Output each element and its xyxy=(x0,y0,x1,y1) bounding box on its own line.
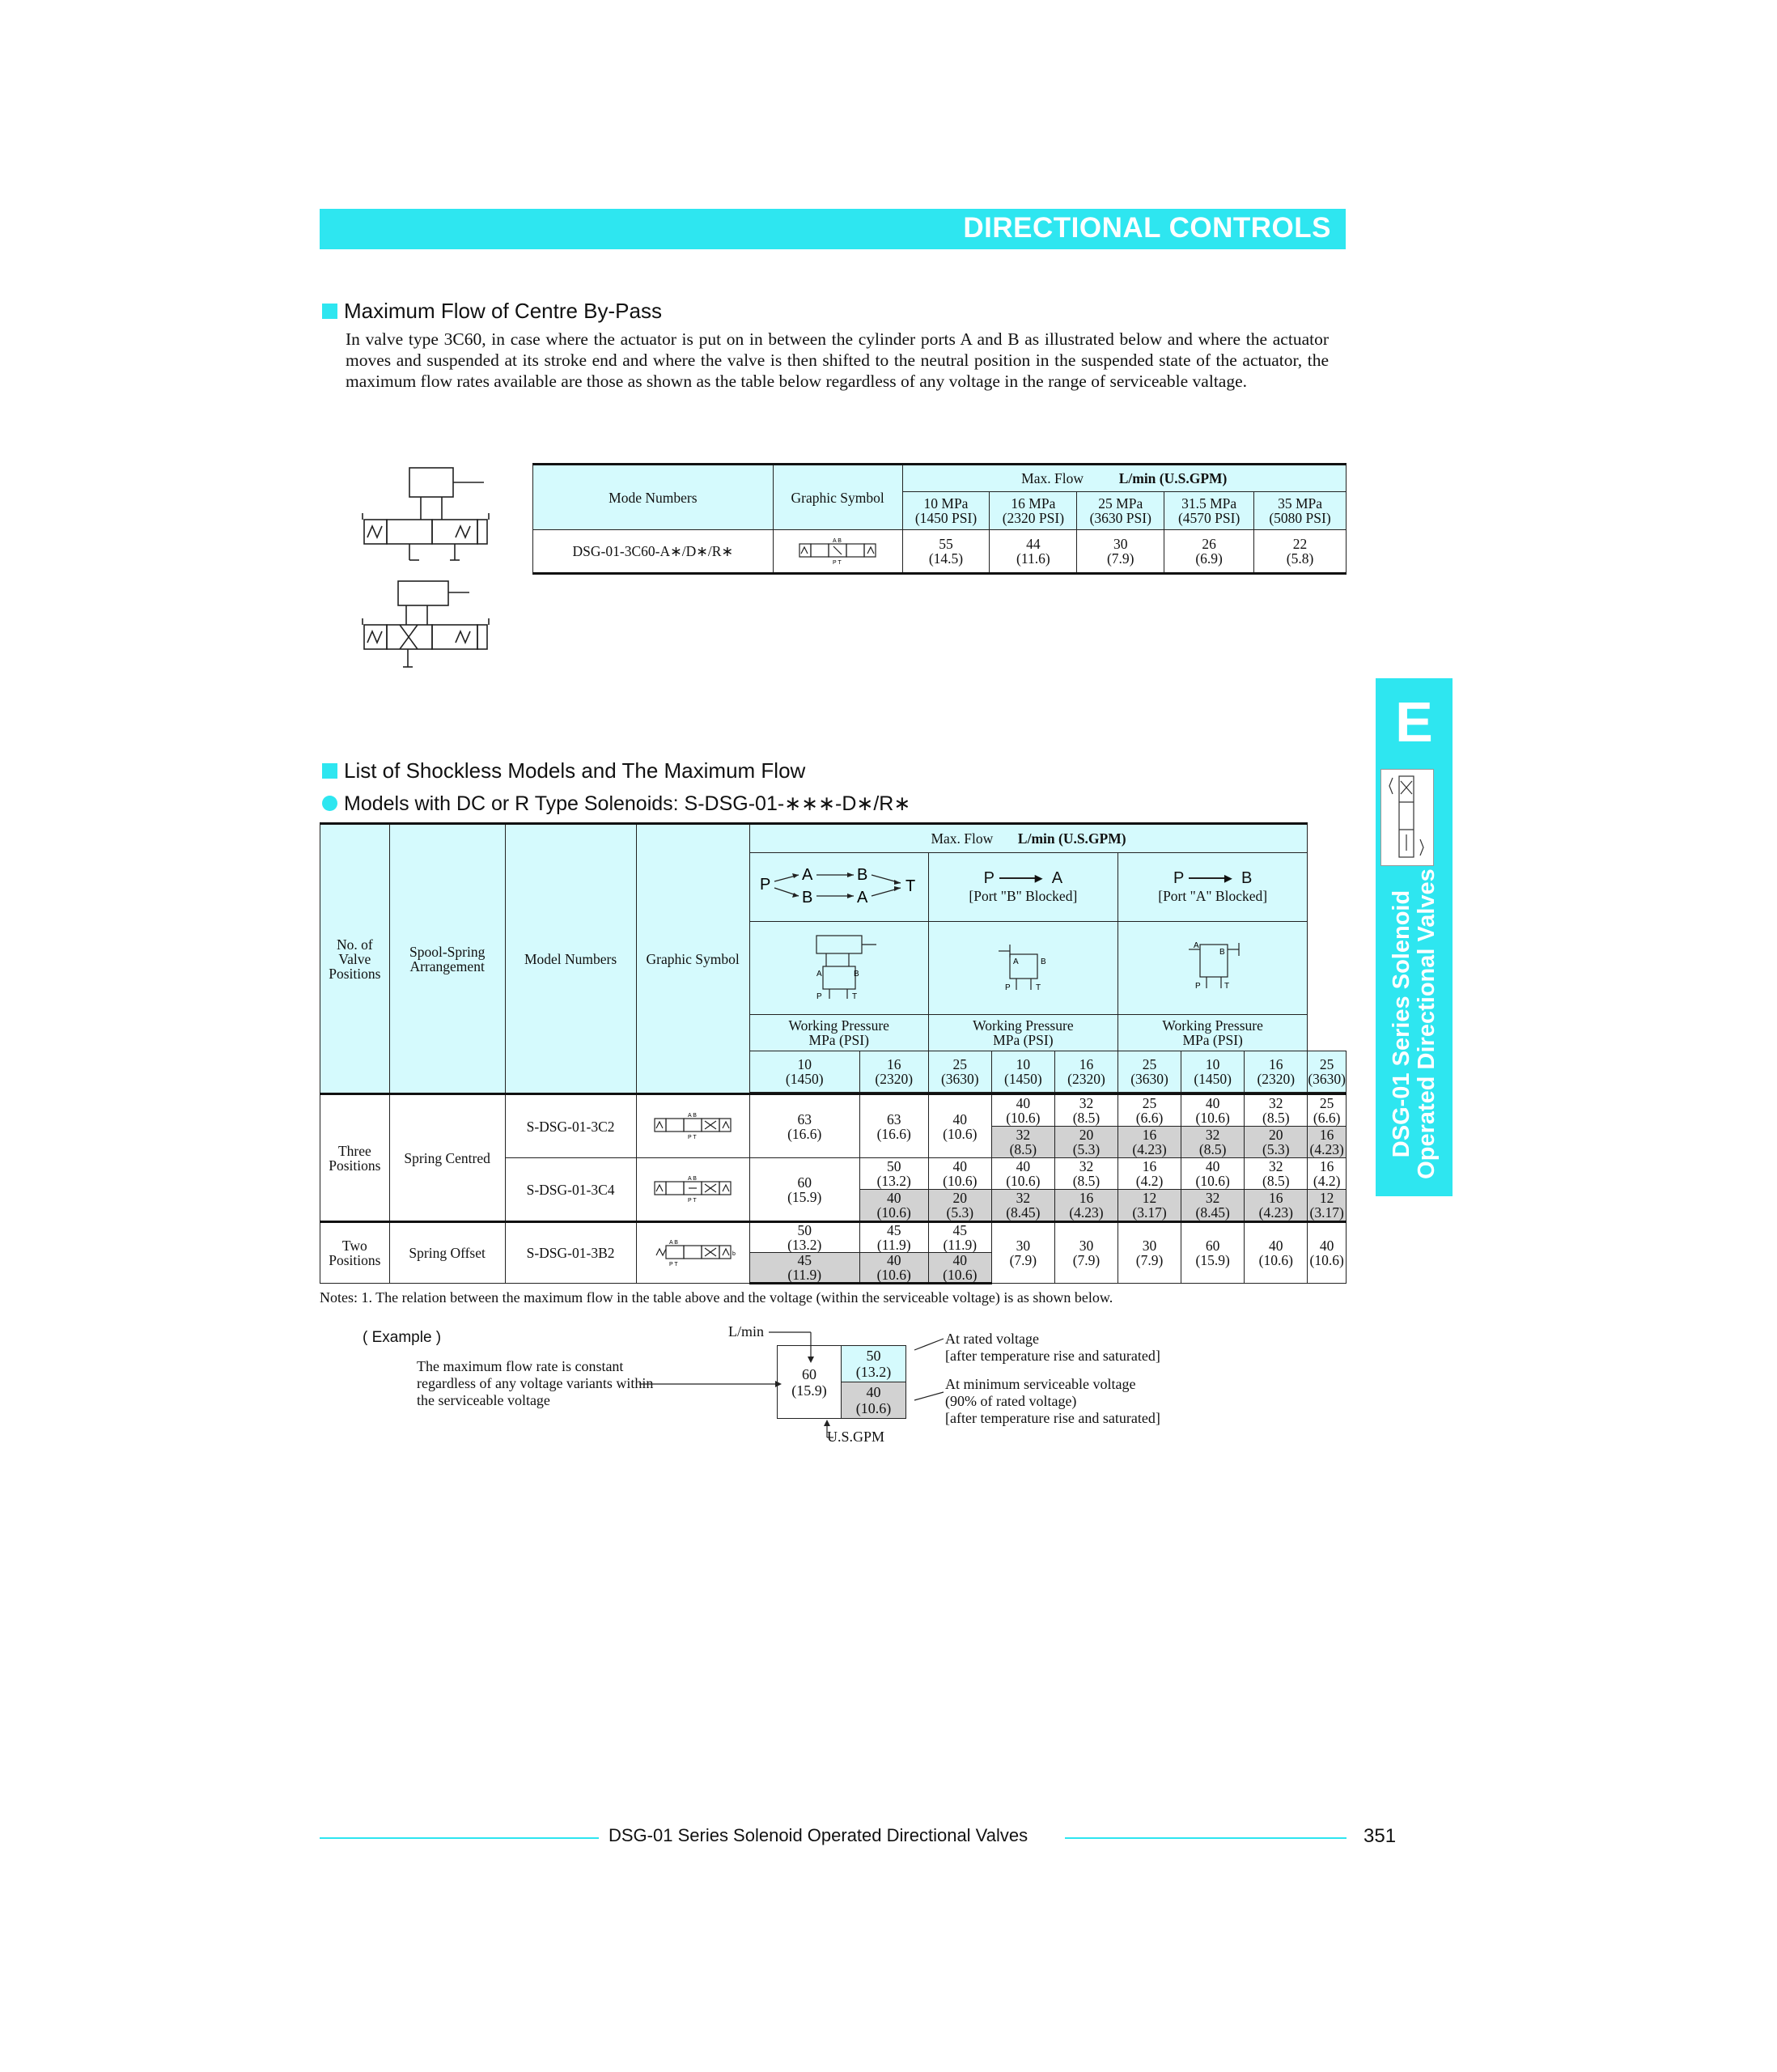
rated-voltage-note: At rated voltage [after temperature rise and saturated] xyxy=(945,1331,1160,1364)
usgpm-label: U.S.GPM xyxy=(827,1429,885,1445)
header-positions: No. of Valve Positions xyxy=(320,824,390,1094)
svg-text:T: T xyxy=(1224,981,1229,991)
flow-value: 55 (14.5) xyxy=(902,530,990,574)
page-number: 351 xyxy=(1363,1825,1397,1847)
positions-three: Three Positions xyxy=(320,1094,390,1222)
header-max-flow: Max. Flow L/min (U.S.GPM) xyxy=(749,824,1308,853)
pressure-25: 25 MPa (3630 PSI) xyxy=(1077,492,1164,530)
constant-flow-text: The maximum flow rate is constant regardless of any voltage variants within the serviceable voltage xyxy=(417,1358,654,1408)
flow-value-min: 16 (4.23) xyxy=(1245,1190,1308,1222)
valve-symbol-icon xyxy=(636,1158,749,1222)
example-constant-value: 60 (15.9) xyxy=(778,1346,842,1419)
shockless-flow-table xyxy=(320,822,1347,1284)
circuit-pb-icon xyxy=(1118,922,1308,1015)
example-min-value: 40 (10.6) xyxy=(842,1382,906,1419)
svg-text:T: T xyxy=(1036,983,1041,992)
svg-text:P T: P T xyxy=(688,1198,697,1203)
flow-value-min: 40 (10.6) xyxy=(859,1253,928,1284)
flow-value: 63 (16.6) xyxy=(749,1094,859,1158)
square-bullet-icon xyxy=(322,763,337,779)
flow-value: 30 (7.9) xyxy=(1077,530,1164,574)
flow-paths-icon xyxy=(750,864,928,909)
flow-value: 40 (10.6) xyxy=(1245,1222,1308,1284)
flow-p-ab-t xyxy=(749,853,928,922)
flow-value-rated: 32 (8.5) xyxy=(1245,1094,1308,1127)
header-spool: Spool-Spring Arrangement xyxy=(389,824,505,1094)
positions-two: Two Positions xyxy=(320,1222,390,1284)
svg-text:P T: P T xyxy=(669,1261,678,1267)
actuator-circuit-diagram xyxy=(356,463,494,675)
flow-value-rated: 16 (4.2) xyxy=(1118,1158,1181,1190)
pressure-10: 10 (1450) xyxy=(991,1051,1054,1093)
subheading-models: Models with DC or R Type Solenoids: S-DSG-01-∗∗∗-D∗/R∗ xyxy=(322,792,910,816)
flow-value-rated: 45 (11.9) xyxy=(928,1222,991,1253)
section-heading-bypass: Maximum Flow of Centre By-Pass xyxy=(322,299,662,324)
flow-value: 60 (15.9) xyxy=(1181,1222,1245,1284)
pressure-16: 16 (2320) xyxy=(859,1051,928,1093)
model-3c2: S-DSG-01-3C2 xyxy=(505,1094,636,1158)
flow-value: 30 (7.9) xyxy=(1118,1222,1181,1284)
flow-value-min: 16 (4.23) xyxy=(1054,1190,1118,1222)
flow-value: 40 (10.6) xyxy=(928,1094,991,1158)
flow-value-min: 40 (10.6) xyxy=(928,1253,991,1284)
header-model: Model Numbers xyxy=(505,824,636,1094)
header-model: Mode Numbers xyxy=(533,465,774,530)
example-rated-value: 50 (13.2) xyxy=(842,1346,906,1382)
pressure-25: 25 (3630) xyxy=(1308,1051,1347,1093)
flow-value: 44 (11.6) xyxy=(990,530,1077,574)
flow-value-min: 45 (11.9) xyxy=(749,1253,859,1284)
svg-text:A: A xyxy=(1193,940,1199,950)
svg-text:A: A xyxy=(816,969,822,979)
header-max-flow: Max. Flow L/min (U.S.GPM) xyxy=(902,465,1346,492)
footer-rule-left xyxy=(320,1837,599,1839)
flow-value: 63 (16.6) xyxy=(859,1094,928,1158)
flow-value-min: 16 (4.23) xyxy=(1308,1127,1347,1158)
flow-value-rated: 45 (11.9) xyxy=(859,1222,928,1253)
flow-value-min: 32 (8.5) xyxy=(1181,1127,1245,1158)
flow-value-min: 32 (8.5) xyxy=(991,1127,1054,1158)
flow-value-min: 32 (8.45) xyxy=(1181,1190,1245,1222)
pressure-25: 25 (3630) xyxy=(928,1051,991,1093)
svg-text:T: T xyxy=(851,991,857,1001)
svg-text:A B: A B xyxy=(669,1239,679,1246)
page-title: DIRECTIONAL CONTROLS xyxy=(963,212,1331,244)
svg-text:P: P xyxy=(759,875,771,894)
flow-value: 22 (5.8) xyxy=(1254,530,1347,574)
example-label: ( Example ) xyxy=(363,1329,442,1346)
pressure-10: 10 MPa (1450 PSI) xyxy=(902,492,990,530)
header-banner xyxy=(320,209,1346,249)
section-letter: E xyxy=(1395,690,1433,754)
svg-text:B: B xyxy=(801,888,813,906)
svg-text:A: A xyxy=(1013,957,1020,966)
circuit-pab-icon xyxy=(749,922,928,1015)
flow-value-rated: 40 (10.6) xyxy=(928,1158,991,1190)
flow-value: 26 (6.9) xyxy=(1164,530,1254,574)
flow-value-min: 12 (3.17) xyxy=(1308,1190,1347,1222)
flow-value-rated: 40 (10.6) xyxy=(1181,1158,1245,1190)
svg-text:A: A xyxy=(801,865,813,884)
flow-value: 30 (7.9) xyxy=(991,1222,1054,1284)
pressure-31-5: 31.5 MPa (4570 PSI) xyxy=(1164,492,1254,530)
flow-value-rated: 25 (6.6) xyxy=(1308,1094,1347,1127)
flow-value: 30 (7.9) xyxy=(1054,1222,1118,1284)
flow-value-rated: 40 (10.6) xyxy=(1181,1094,1245,1127)
flow-value: 40 (10.6) xyxy=(1308,1222,1347,1284)
model-3b2: S-DSG-01-3B2 xyxy=(505,1222,636,1284)
flow-value-rated: 32 (8.5) xyxy=(1054,1158,1118,1190)
spool-spring-offset: Spring Offset xyxy=(389,1222,505,1284)
flow-value-min: 32 (8.45) xyxy=(991,1190,1054,1222)
header-symbol: Graphic Symbol xyxy=(773,465,902,530)
flow-value-rated: 40 (10.6) xyxy=(991,1158,1054,1190)
svg-text:B: B xyxy=(1041,957,1047,966)
pressure-16: 16 (2320) xyxy=(1245,1051,1308,1093)
flow-p-to-b: P ▸ B [Port "A" Blocked] xyxy=(1118,853,1308,922)
svg-text:A: A xyxy=(856,888,868,906)
notes-text: Notes: 1. The relation between the maximum flow in the table above and the voltage (within the serviceable voltage) is as shown below. xyxy=(320,1289,1113,1306)
working-pressure-label: Working Pressure MPa (PSI) xyxy=(928,1015,1118,1051)
flow-value-rated: 50 (13.2) xyxy=(859,1158,928,1190)
svg-text:A B: A B xyxy=(688,1176,698,1182)
flow-value-rated: 32 (8.5) xyxy=(1245,1158,1308,1190)
model-3c4: S-DSG-01-3C4 xyxy=(505,1158,636,1222)
svg-text:B: B xyxy=(853,969,859,979)
svg-text:T: T xyxy=(905,877,915,895)
svg-text:P: P xyxy=(1194,981,1201,991)
side-tab-title: DSG-01 Series Solenoid Operated Directional Valves xyxy=(1389,868,1440,1179)
circle-bullet-icon xyxy=(322,796,337,811)
circuit-pa-icon xyxy=(928,922,1118,1015)
svg-text:B: B xyxy=(1219,947,1225,957)
section-heading-shockless: List of Shockless Models and The Maximum Flow xyxy=(322,758,805,783)
working-pressure-label: Working Pressure MPa (PSI) xyxy=(1118,1015,1308,1051)
flow-value-rated: 32 (8.5) xyxy=(1054,1094,1118,1127)
pressure-25: 25 (3630) xyxy=(1118,1051,1181,1093)
flow-value-min: 12 (3.17) xyxy=(1118,1190,1181,1222)
valve-symbol-icon xyxy=(636,1222,749,1284)
flow-value-min: 20 (5.3) xyxy=(1054,1127,1118,1158)
flow-value-min: 20 (5.3) xyxy=(928,1190,991,1222)
flow-p-to-a: P ▸ A [Port "B" Blocked] xyxy=(928,853,1118,922)
flow-value-rated: 50 (13.2) xyxy=(749,1222,859,1253)
working-pressure-label: Working Pressure MPa (PSI) xyxy=(749,1015,928,1051)
svg-text:B: B xyxy=(856,865,868,884)
pressure-16: 16 (2320) xyxy=(1054,1051,1118,1093)
flow-value-rated: 40 (10.6) xyxy=(991,1094,1054,1127)
footer-rule-right xyxy=(1065,1837,1347,1839)
pressure-35: 35 MPa (5080 PSI) xyxy=(1254,492,1347,530)
valve-symbol-icon xyxy=(773,530,902,574)
spool-spring-centred: Spring Centred xyxy=(389,1094,505,1222)
flow-value: 60 (15.9) xyxy=(749,1158,859,1222)
lmin-label: L/min xyxy=(728,1323,764,1340)
pressure-10: 10 (1450) xyxy=(1181,1051,1245,1093)
svg-text:A B: A B xyxy=(688,1113,698,1119)
svg-text:P T: P T xyxy=(833,559,842,565)
flow-value-rated: 25 (6.6) xyxy=(1118,1094,1181,1127)
pressure-16: 16 MPa (2320 PSI) xyxy=(990,492,1077,530)
svg-text:b: b xyxy=(732,1250,736,1257)
example-box xyxy=(777,1345,906,1419)
flow-value-min: 40 (10.6) xyxy=(859,1190,928,1222)
valve-symbol-icon xyxy=(636,1094,749,1158)
svg-text:A B: A B xyxy=(833,537,842,544)
model-3c60: DSG-01-3C60-A∗/D∗/R∗ xyxy=(533,530,774,574)
bypass-paragraph: In valve type 3C60, in case where the actuator is put on in between the cylinder ports A and B as illustrated below and where the actuator moves and suspended at its stroke end and where the valve is then shifted to the neutral position in the suspended state of the actuator, the maximum flow rates available are those as shown as the table below regardless of any voltage in the range of serviceable valtage. xyxy=(346,329,1329,391)
min-voltage-note: At minimum serviceable voltage (90% of rated voltage) [after temperature rise and saturated] xyxy=(945,1376,1160,1426)
bypass-flow-table xyxy=(532,463,1347,575)
flow-value-min: 20 (5.3) xyxy=(1245,1127,1308,1158)
svg-text:P: P xyxy=(816,991,822,1001)
footer-title: DSG-01 Series Solenoid Operated Directional Valves xyxy=(609,1825,1028,1845)
svg-text:P: P xyxy=(1005,983,1011,992)
pressure-10: 10 (1450) xyxy=(749,1051,859,1093)
svg-text:P T: P T xyxy=(688,1135,697,1140)
flow-value-rated: 16 (4.2) xyxy=(1308,1158,1347,1190)
header-symbol: Graphic Symbol xyxy=(636,824,749,1094)
square-bullet-icon xyxy=(322,304,337,319)
flow-value-min: 16 (4.23) xyxy=(1118,1127,1181,1158)
